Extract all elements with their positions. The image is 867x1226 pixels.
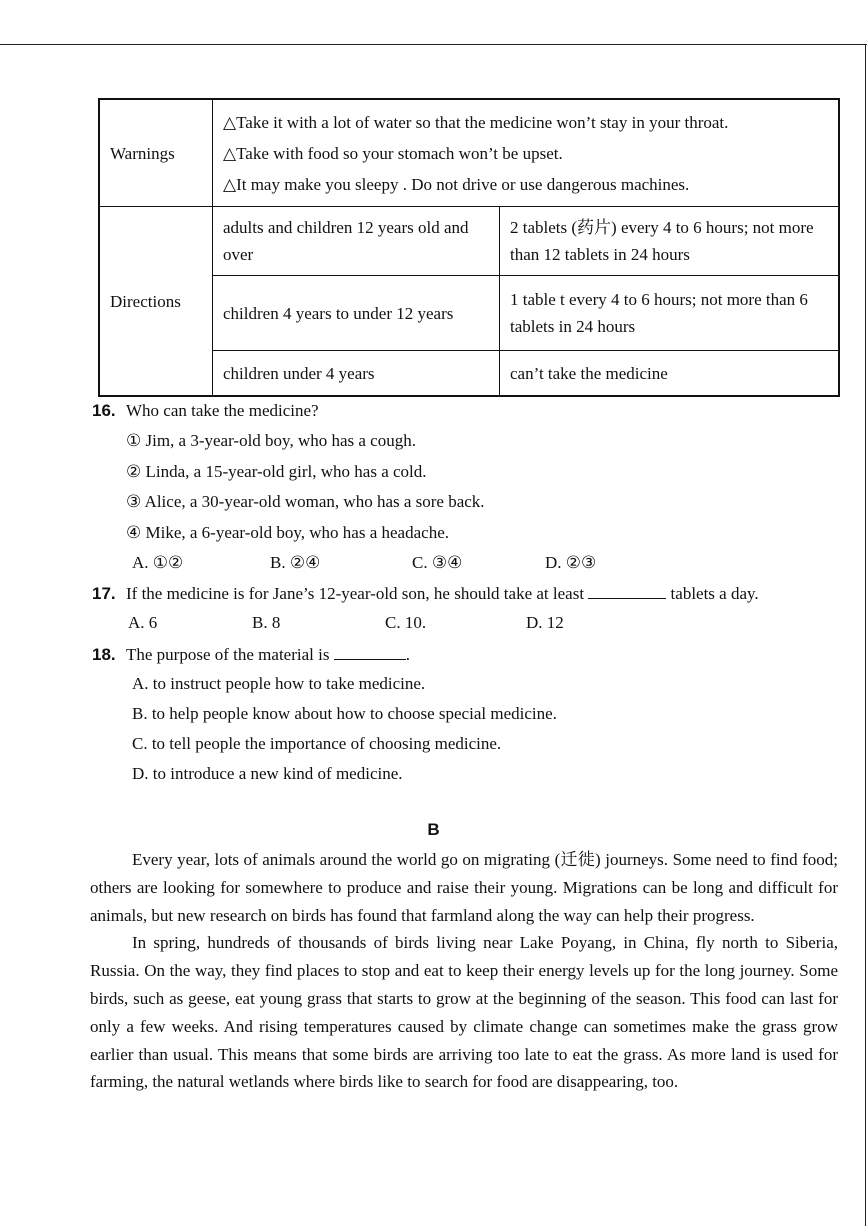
direction-group: adults and children 12 years old and over (213, 207, 500, 276)
warning-item: △It may make you sleepy . Do not drive or use dangerous machines. (223, 174, 690, 194)
passage-paragraph: In spring, hundreds of thousands of birds living near Lake Poyang, in China, fly north to Siberia, Russia. On the way, they find places to stop and eat to keep their energy levels up for the long journey. Some birds, such as geese, eat young grass that starts to grow at the beginning of the season. This food can last for only a few weeks. And rising temperatures caused by climate change can sometimes make the grass grow earlier than usual. This means that some birds are arriving too late to eat the grass. As more land is used for farming, the natural wetlands where birds like to search for food are disappearing, too. (90, 933, 838, 1092)
question-17 (92, 582, 759, 605)
question-text: . (405, 645, 410, 664)
question-18 (92, 643, 410, 666)
direction-group: children under 4 years (213, 351, 500, 397)
answer-option[interactable]: D. 12 (526, 613, 564, 632)
q17-options (128, 612, 564, 634)
q16-item: ② Linda, a 15-year-old girl, who has a cold. (126, 462, 427, 481)
warning-item: △Take with food so your stomach won’t be upset. (223, 143, 563, 163)
answer-option[interactable]: B. 8 (252, 613, 281, 632)
direction-dose: 1 table t every 4 to 6 hours; not more than 6 tablets in 24 hours (500, 276, 840, 351)
warnings-cell (213, 99, 840, 207)
question-number: 16. (92, 401, 116, 420)
direction-group: children 4 years to under 12 years (213, 276, 500, 351)
question-number: 17. (92, 584, 116, 603)
question-16 (92, 400, 319, 422)
question-number: 18. (92, 645, 116, 664)
warning-item: △Take it with a lot of water so that the medicine won’t stay in your throat. (223, 112, 729, 132)
answer-option[interactable]: C. to tell people the importance of choosing medicine. (132, 734, 502, 753)
answer-option[interactable]: D. ②③ (545, 553, 597, 572)
warnings-row (99, 99, 839, 207)
question-text: If the medicine is for Jane’s 12-year-old son, he should take at least (126, 584, 585, 603)
page-right-border (865, 44, 866, 1226)
direction-dose: 2 tablets (药片) every 4 to 6 hours; not more than 12 tablets in 24 hours (500, 207, 840, 276)
page-top-border (0, 44, 867, 45)
answer-option[interactable]: B. ②④ (270, 553, 321, 572)
answer-option[interactable]: A. ①② (132, 553, 184, 572)
section-heading: B (427, 820, 440, 839)
answer-option[interactable]: C. 10. (385, 613, 427, 632)
medicine-label-table (98, 98, 840, 397)
question-text: tablets a day. (670, 584, 759, 603)
question-text: Who can take the medicine? (126, 401, 319, 420)
answer-option[interactable]: B. to help people know about how to choose special medicine. (132, 704, 557, 723)
answer-option[interactable]: A. 6 (128, 613, 158, 632)
q16-options (132, 552, 596, 574)
question-text: The purpose of the material is (126, 645, 330, 664)
answer-blank[interactable] (334, 643, 406, 660)
warnings-label: Warnings (99, 99, 213, 207)
reading-passage (90, 846, 838, 1096)
q16-item: ④ Mike, a 6-year-old boy, who has a headache. (126, 523, 449, 542)
directions-row (99, 207, 839, 276)
passage-paragraph: Every year, lots of animals around the world go on migrating (迁徙) journeys. Some need to find food; others are looking for somewhere to produce and raise their young. Migrations can be long and difficult for animals, but new research on birds has found that farmland along the way can help their progress. (90, 850, 838, 925)
answer-option[interactable]: C. ③④ (412, 553, 463, 572)
direction-dose: can’t take the medicine (500, 351, 840, 397)
q16-item: ① Jim, a 3-year-old boy, who has a cough. (126, 431, 416, 450)
answer-option[interactable]: D. to introduce a new kind of medicine. (132, 764, 403, 783)
answer-blank[interactable] (588, 582, 666, 599)
q16-item: ③ Alice, a 30-year-old woman, who has a sore back. (126, 492, 485, 511)
answer-option[interactable]: A. to instruct people how to take medicine. (132, 674, 426, 693)
directions-label: Directions (99, 207, 213, 397)
